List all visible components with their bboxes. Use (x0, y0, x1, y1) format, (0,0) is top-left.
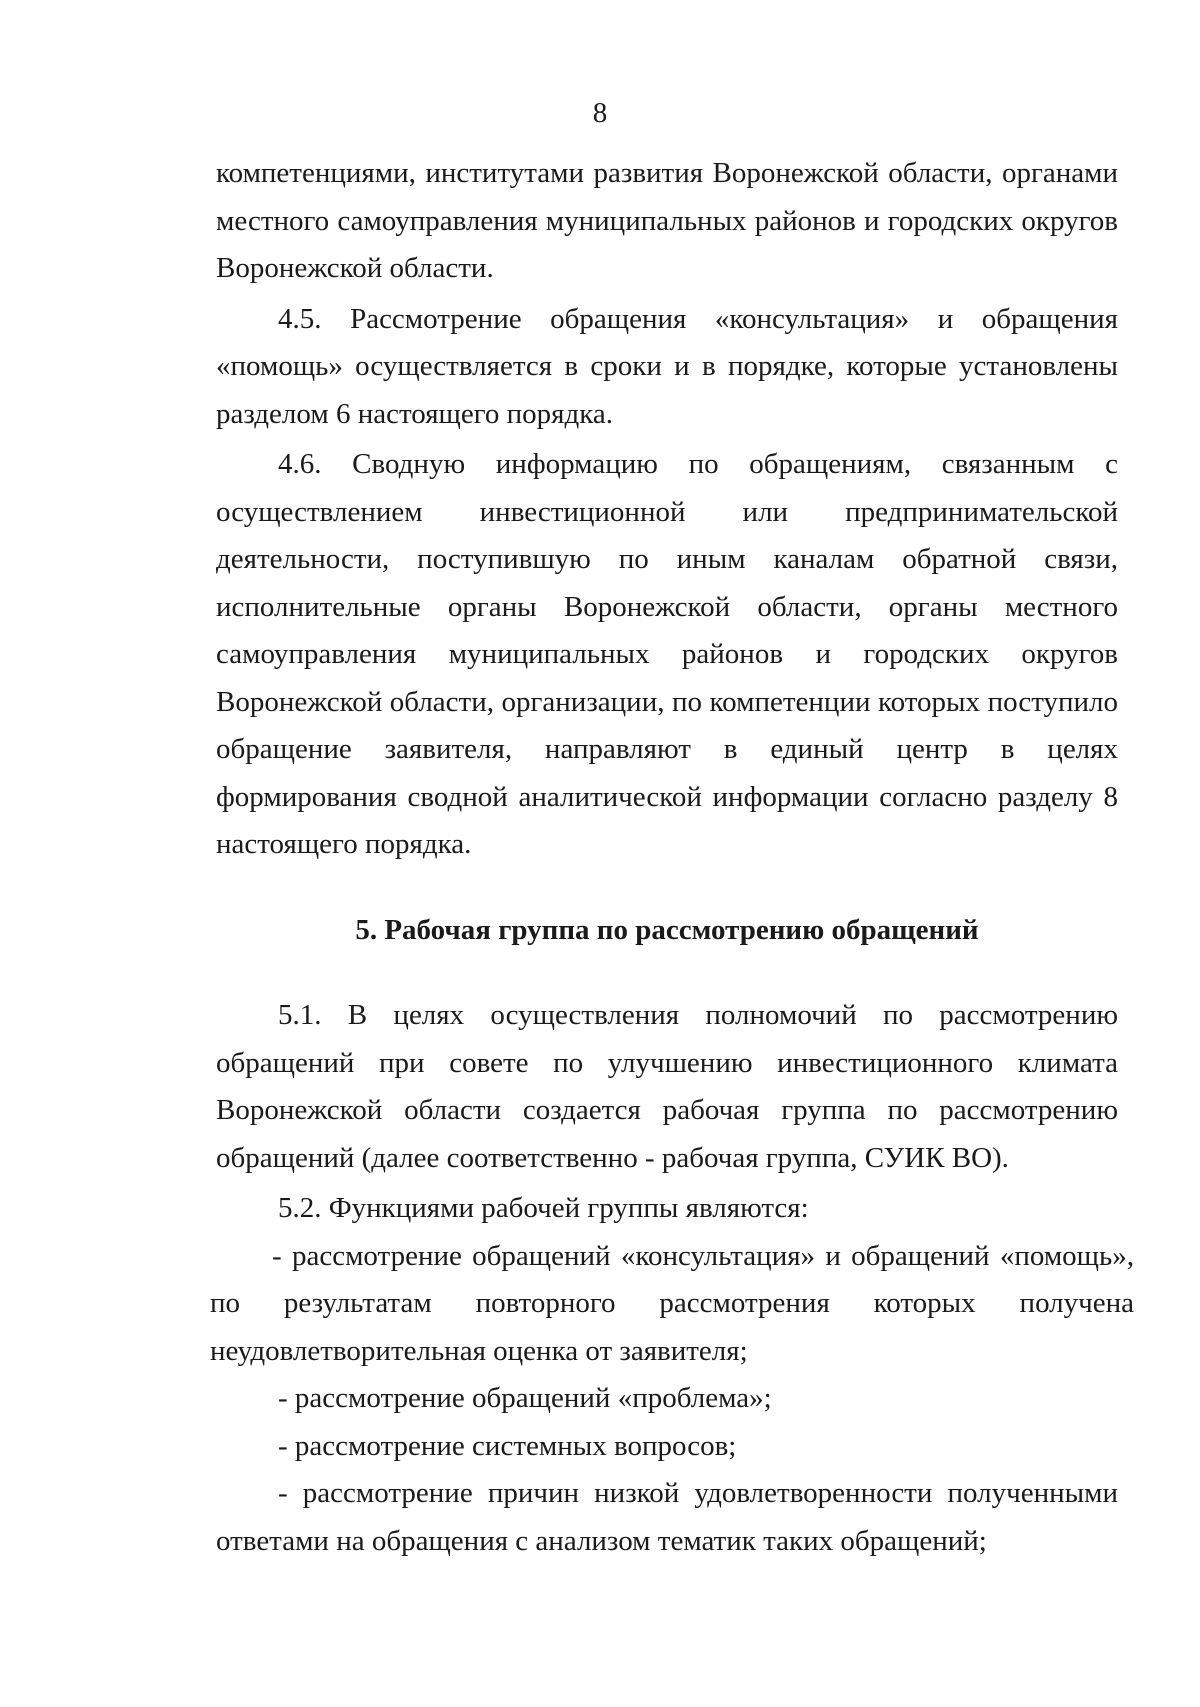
list-item: - рассмотрение системных вопросов; (278, 1429, 737, 1462)
document-body (210, 150, 1134, 1565)
paragraph-5-2: 5.2. Функциями рабочей группы являются: (278, 1192, 809, 1224)
paragraph-4-6: 4.6. Сводную информацию по обращениям, связанным с осуществлением инвестиционной или предпринимательской деятельности, поступившую по иным каналам обратной связи, исполнительные органы Воронежской области, органы местного самоуправления муниципальных районов и городских округов Воронежской области, организации, по компетенции которых поступило обращение заявителя, направляют в единый центр в целях формирования сводной аналитической информации согласно разделу 8 настоящего порядка. (216, 448, 1118, 860)
list-item: - рассмотрение причин низкой удовлетворенности полученными ответами на обращения с анализом тематик таких обращений; (216, 1477, 1118, 1557)
list-item: - рассмотрение обращений «консультация» и обращений «помощь», по результатам повторного рассмотрения которых получена неудовлетворительная оценка от заявителя; (210, 1239, 1134, 1367)
paragraph-5-1: 5.1. В целях осуществления полномочий по рассмотрению обращений при совете по улучшению инвестиционного климата Воронежской области создается рабочая группа по рассмотрению обращений (далее соответственно - рабочая группа, СУИК ВО). (216, 999, 1118, 1174)
paragraph-4-5: 4.5. Рассмотрение обращения «консультация» и обращения «помощь» осуществляется в сроки и в порядке, которые установлены разделом 6 настоящего порядка. (216, 302, 1118, 430)
paragraph-continuation: компетенциями, институтами развития Воронежской области, органами местного самоуправления муниципальных районов и городских округов Воронежской области. (216, 157, 1118, 284)
page-number: 8 (592, 97, 608, 129)
section-heading: 5. Рабочая группа по рассмотрению обращений (355, 913, 979, 946)
list-item: - рассмотрение обращений «проблема»; (278, 1382, 772, 1414)
